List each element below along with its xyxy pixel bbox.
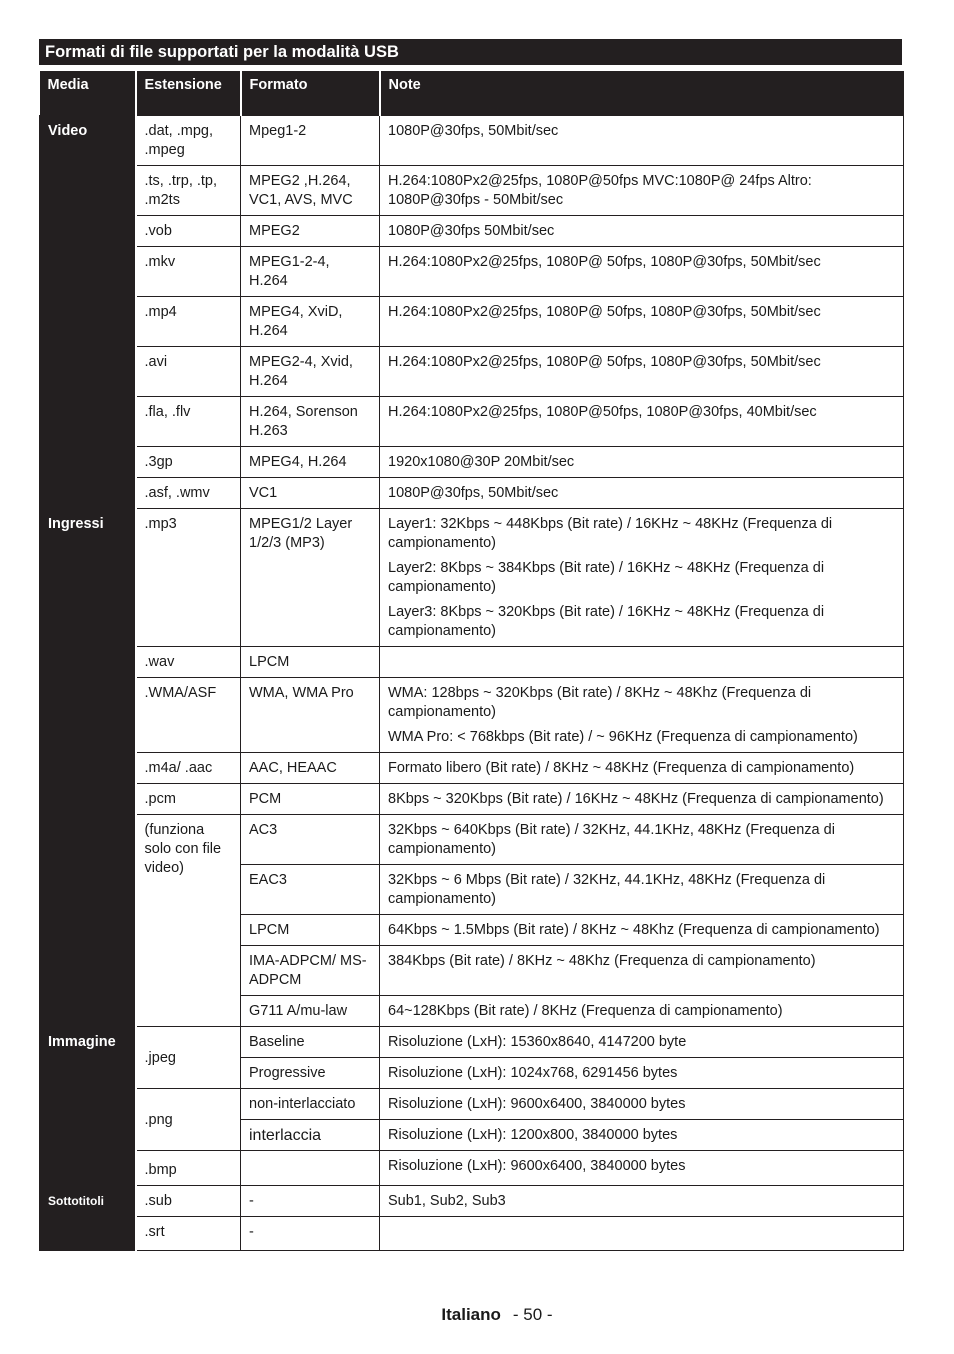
- table-row: [40, 753, 904, 784]
- cell-note: H.264:1080Px2@25fps, 1080P@ 50fps, 1080P@30fps, 50Mbit/sec: [380, 297, 904, 347]
- cell-note: 32Kbps ~ 6 Mbps (Bit rate) / 32KHz, 44.1KHz, 48KHz (Frequenza di campionamento): [380, 865, 904, 915]
- table-row: [40, 247, 904, 297]
- cell-extension: .dat, .mpg, .mpeg: [136, 116, 241, 166]
- cell-format: interlaccia: [241, 1120, 380, 1151]
- cell-note: [380, 647, 904, 678]
- note-line: Layer2: 8Kbps ~ 384Kbps (Bit rate) / 16KHz ~ 48KHz (Frequenza di campionamento): [388, 560, 825, 595]
- table-header-row: [40, 71, 904, 116]
- cell-note: 64Kbps ~ 1.5Mbps (Bit rate) / 8KHz ~ 48Khz (Frequenza di campionamento): [380, 915, 904, 946]
- table-row: [40, 678, 904, 753]
- note-line: Layer3: 8Kbps ~ 320Kbps (Bit rate) / 16KHz ~ 48KHz (Frequenza di campionamento): [388, 604, 825, 639]
- cell-extension: .srt: [136, 1217, 241, 1251]
- cell-note: 1080P@30fps, 50Mbit/sec: [380, 478, 904, 509]
- cell-note: H.264:1080Px2@25fps, 1080P@ 50fps, 1080P@30fps, 50Mbit/sec: [380, 347, 904, 397]
- cell-format: MPEG4, XviD, H.264: [241, 297, 380, 347]
- cell-note: 1080P@30fps, 50Mbit/sec: [380, 116, 904, 166]
- cell-extension: .fla, .flv: [136, 397, 241, 447]
- cell-format: -: [241, 1186, 380, 1217]
- cell-format: IMA-ADPCM/ MS-ADPCM: [241, 946, 380, 996]
- cell-extension: .pcm: [136, 784, 241, 815]
- cell-format: PCM: [241, 784, 380, 815]
- table-row: [40, 347, 904, 397]
- cell-format: non-interlacciato: [241, 1089, 380, 1120]
- cell-note: 8Kbps ~ 320Kbps (Bit rate) / 16KHz ~ 48KHz (Frequenza di campionamento): [380, 784, 904, 815]
- cell-extension: .3gp: [136, 447, 241, 478]
- table-row: [40, 509, 904, 647]
- media-image: Immagine: [40, 1027, 136, 1186]
- cell-note: 1920x1080@30P 20Mbit/sec: [380, 447, 904, 478]
- cell-note: Formato libero (Bit rate) / 8KHz ~ 48KHz (Frequenza di campionamento): [380, 753, 904, 784]
- media-audio: Ingressi: [40, 509, 136, 1027]
- table-row: [40, 1217, 904, 1251]
- cell-format: MPEG2: [241, 216, 380, 247]
- media-video: Video: [40, 116, 136, 509]
- cell-note: Risoluzione (LxH): 9600x6400, 3840000 bytes: [380, 1089, 904, 1120]
- cell-format: WMA, WMA Pro: [241, 678, 380, 753]
- cell-note: 1080P@30fps 50Mbit/sec: [380, 216, 904, 247]
- cell-note: [380, 509, 904, 647]
- cell-extension: .mp3: [136, 509, 241, 647]
- supported-formats-table: [39, 71, 904, 1251]
- cell-note: [380, 678, 904, 753]
- cell-note: H.264:1080Px2@25fps, 1080P@50fps, 1080P@30fps, 40Mbit/sec: [380, 397, 904, 447]
- cell-format: AC3: [241, 815, 380, 865]
- cell-extension: .mkv: [136, 247, 241, 297]
- cell-extension: .WMA/ASF: [136, 678, 241, 753]
- cell-format: Mpeg1-2: [241, 116, 380, 166]
- table-row: [40, 815, 904, 865]
- cell-extension: .m4a/ .aac: [136, 753, 241, 784]
- cell-format: MPEG2 ,H.264, VC1, AVS, MVC: [241, 166, 380, 216]
- cell-note: H.264:1080Px2@25fps, 1080P@50fps MVC:1080P@ 24fps Altro: 1080P@30fps - 50Mbit/sec: [380, 166, 904, 216]
- table-row: [40, 297, 904, 347]
- table-row: [40, 216, 904, 247]
- cell-format: [241, 1151, 380, 1186]
- cell-note: Risoluzione (LxH): 1024x768, 6291456 bytes: [380, 1058, 904, 1089]
- cell-format: Baseline: [241, 1027, 380, 1058]
- cell-format: Progressive: [241, 1058, 380, 1089]
- cell-extension: .jpeg: [136, 1027, 241, 1089]
- cell-note: Sub1, Sub2, Sub3: [380, 1186, 904, 1217]
- cell-format: G711 A/mu-law: [241, 996, 380, 1027]
- table-row: [40, 784, 904, 815]
- header-notes: Note: [380, 71, 904, 116]
- cell-format: MPEG4, H.264: [241, 447, 380, 478]
- table-row: [40, 647, 904, 678]
- page-footer: [0, 1305, 954, 1325]
- cell-format: MPEG1/2 Layer 1/2/3 (MP3): [241, 509, 380, 647]
- cell-note: [380, 1217, 904, 1251]
- cell-format: LPCM: [241, 647, 380, 678]
- media-subtitles: Sottotitoli: [40, 1186, 136, 1251]
- cell-extension: .ts, .trp, .tp, .m2ts: [136, 166, 241, 216]
- cell-note: Risoluzione (LxH): 1200x800, 3840000 bytes: [380, 1120, 904, 1151]
- page-number: - 50 -: [512, 1305, 553, 1324]
- table-row: [40, 1186, 904, 1217]
- table-row: [40, 1027, 904, 1058]
- cell-extension: .asf, .wmv: [136, 478, 241, 509]
- cell-note: Risoluzione (LxH): 15360x8640, 4147200 byte: [380, 1027, 904, 1058]
- cell-extension: .avi: [136, 347, 241, 397]
- note-line: WMA: 128bps ~ 320Kbps (Bit rate) / 8KHz ~ 48Khz (Frequenza di campionamento): [388, 685, 812, 720]
- cell-format: VC1: [241, 478, 380, 509]
- cell-extension: .sub: [136, 1186, 241, 1217]
- header-media: Media: [40, 71, 136, 116]
- cell-format: LPCM: [241, 915, 380, 946]
- cell-format: EAC3: [241, 865, 380, 915]
- header-extension: Estensione: [136, 71, 241, 116]
- cell-format: MPEG2-4, Xvid, H.264: [241, 347, 380, 397]
- table-row: [40, 1151, 904, 1186]
- cell-format: MPEG1-2-4, H.264: [241, 247, 380, 297]
- cell-extension: .mp4: [136, 297, 241, 347]
- cell-extension: .vob: [136, 216, 241, 247]
- cell-note: 64~128Kbps (Bit rate) / 8KHz (Frequenza di campionamento): [380, 996, 904, 1027]
- cell-extension: .wav: [136, 647, 241, 678]
- note-line: Layer1: 32Kbps ~ 448Kbps (Bit rate) / 16KHz ~ 48KHz (Frequenza di campionamento): [388, 516, 833, 551]
- cell-format: AAC, HEAAC: [241, 753, 380, 784]
- cell-note: Risoluzione (LxH): 9600x6400, 3840000 bytes: [380, 1151, 904, 1186]
- table-row: [40, 166, 904, 216]
- cell-format: -: [241, 1217, 380, 1251]
- note-line: WMA Pro: < 768kbps (Bit rate) / ~ 96KHz (Frequenza di campionamento): [388, 729, 858, 745]
- footer-language: Italiano: [441, 1305, 501, 1324]
- header-format: Formato: [241, 71, 380, 116]
- table-row: [40, 397, 904, 447]
- cell-format: H.264, Sorenson H.263: [241, 397, 380, 447]
- table-row: [40, 478, 904, 509]
- cell-extension: .bmp: [136, 1151, 241, 1186]
- cell-extension: (funziona solo con file video): [136, 815, 241, 1027]
- table-row: [40, 1089, 904, 1120]
- section-title: Formati di file supportati per la modalità USB: [39, 39, 902, 65]
- cell-extension: .png: [136, 1089, 241, 1151]
- cell-note: H.264:1080Px2@25fps, 1080P@ 50fps, 1080P@30fps, 50Mbit/sec: [380, 247, 904, 297]
- cell-note: 32Kbps ~ 640Kbps (Bit rate) / 32KHz, 44.1KHz, 48KHz (Frequenza di campionamento): [380, 815, 904, 865]
- table-row: [40, 116, 904, 166]
- cell-note: 384Kbps (Bit rate) / 8KHz ~ 48Khz (Frequenza di campionamento): [380, 946, 904, 996]
- table-row: [40, 447, 904, 478]
